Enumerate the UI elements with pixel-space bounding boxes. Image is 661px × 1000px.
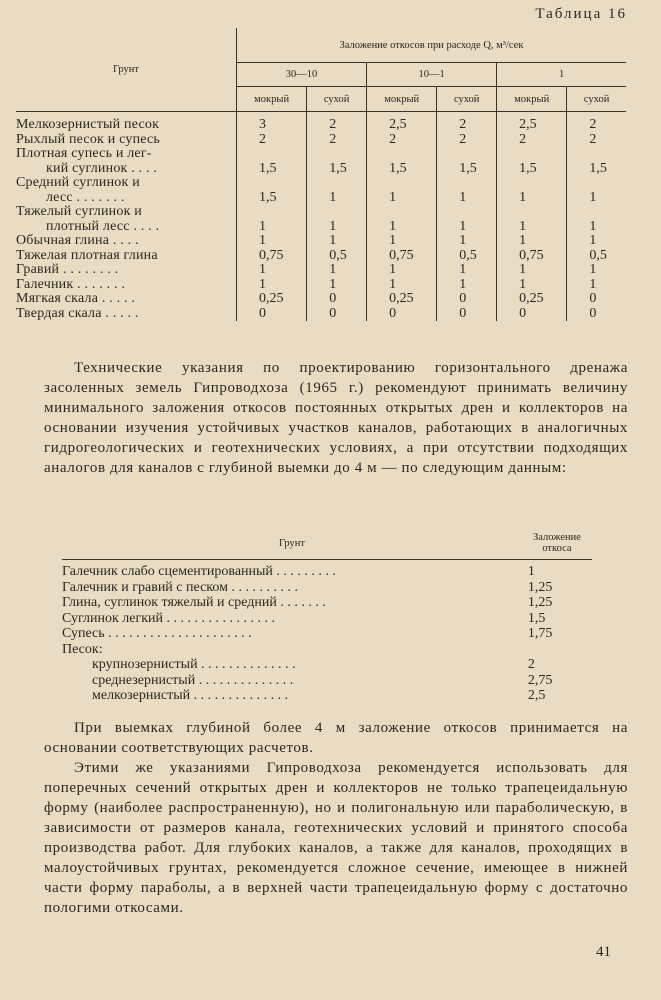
header-slope: Заложение откоса <box>522 527 592 560</box>
header-dry: сухой <box>307 87 367 112</box>
list-item <box>62 657 592 673</box>
table-row <box>16 263 626 278</box>
table-row <box>16 249 626 264</box>
slope-value: 1 <box>497 220 567 235</box>
table-row <box>16 176 626 191</box>
slope-value: 0,25 <box>367 292 437 307</box>
slope-value: 1 <box>367 263 437 278</box>
list-item <box>62 611 592 627</box>
slope-value <box>522 642 592 658</box>
slope-value <box>307 176 367 191</box>
header-soil: Грунт <box>62 527 522 560</box>
soil-name: кий суглинок . . . . <box>46 160 158 176</box>
slope-value <box>567 205 626 220</box>
soil-name: Твердая скала . . . . . <box>16 305 139 321</box>
list-item <box>62 560 592 580</box>
table-row <box>16 205 626 220</box>
header-wet: мокрый <box>237 87 307 112</box>
table-row <box>16 307 626 322</box>
header-wet: мокрый <box>367 87 437 112</box>
slope-value: 0 <box>307 307 367 322</box>
table-row <box>16 278 626 293</box>
soil-name: Галечник слабо сцементированный . . . . . . . . . <box>62 564 336 579</box>
slope-value: 1 <box>437 220 497 235</box>
slope-value: 0,25 <box>497 292 567 307</box>
slope-value: 1 <box>567 278 626 293</box>
slope-value: 0 <box>437 307 497 322</box>
paragraph-3: Этими же указаниями Гипроводхоза рекомендуется использовать для поперечных сечений открытых дрен и коллекторов не только трапецеидальную форму (наиболее распространенную), но и полигональную или параболическую, в зависимости от размеров канала, геотехнических условий и принятого способа производства работ. Для глубоких каналов, а также для каналов, проходящих в малоустойчивых грунтах, рекомендуется сложное сечение, имеющее в нижней части форму параболы, а в верхней части трапецеидальную форму с достаточно пологими откосами. <box>44 760 628 916</box>
slope-value: 1 <box>437 234 497 249</box>
slope-value: 1 <box>237 278 307 293</box>
slope-value: 2 <box>437 112 497 133</box>
slope-value: 2,5 <box>497 112 567 133</box>
slope-value: 2 <box>367 133 437 148</box>
table-row <box>16 234 626 249</box>
slope-value <box>437 147 497 162</box>
slope-value: 1 <box>497 234 567 249</box>
slope-value: 1,5 <box>567 162 626 177</box>
slope-value: 2,5 <box>527 688 546 703</box>
slope-value <box>497 205 567 220</box>
slope-value: 0 <box>437 292 497 307</box>
slope-value: 0 <box>567 292 626 307</box>
slope-value <box>437 176 497 191</box>
slope-value: 1 <box>437 263 497 278</box>
slope-value <box>437 205 497 220</box>
slope-value: 1 <box>567 191 626 206</box>
soil-name: Глина, суглинок тяжелый и средний . . . . . . . <box>62 595 326 610</box>
slope-value: 2 <box>307 133 367 148</box>
slope-value: 1 <box>497 278 567 293</box>
slope-value: 1 <box>367 234 437 249</box>
soil-slope-table <box>62 527 592 704</box>
slope-value <box>367 205 437 220</box>
slope-value: 0,5 <box>307 249 367 264</box>
slope-value: 1 <box>307 220 367 235</box>
slope-value: 2 <box>497 133 567 148</box>
slope-value: 1 <box>367 220 437 235</box>
header-flow-3: 1 <box>497 63 626 87</box>
soil-name: Галечник и гравий с песком . . . . . . . . . . <box>62 579 298 595</box>
table-row <box>16 112 626 133</box>
slope-value: 1 <box>567 234 626 249</box>
slope-value: 1 <box>437 278 497 293</box>
slope-value: 2 <box>567 112 626 133</box>
slope-value: 0,5 <box>437 249 497 264</box>
slope-value <box>237 176 307 191</box>
soil-name: лесс . . . . . . . <box>46 189 125 205</box>
slope-value: 2 <box>307 112 367 133</box>
soil-name: крупнозернистый . . . . . . . . . . . . . . <box>92 657 296 672</box>
slope-value: 1,5 <box>437 162 497 177</box>
list-item <box>62 688 592 704</box>
slope-value: 1 <box>307 263 367 278</box>
slope-value: 1 <box>367 278 437 293</box>
soil-name: Мелкозернистый песок <box>16 117 160 132</box>
slope-value: 1,5 <box>237 191 307 206</box>
soil-name: Тяжелый суглинок и <box>16 204 142 219</box>
slope-value: 1,25 <box>527 579 553 595</box>
slope-value: 0,75 <box>237 249 307 264</box>
soil-name: Гравий . . . . . . . . <box>16 262 119 277</box>
table-row <box>16 147 626 162</box>
header-soil: Грунт <box>16 28 237 112</box>
list-item <box>62 673 592 689</box>
slope-value <box>237 147 307 162</box>
table-row <box>16 162 626 177</box>
slope-value: 1 <box>497 263 567 278</box>
slope-value: 0 <box>497 307 567 322</box>
table-row <box>16 133 626 148</box>
slope-value: 1 <box>237 234 307 249</box>
slope-value: 1 <box>307 191 367 206</box>
soil-name: Обычная глина . . . . <box>16 233 139 248</box>
soil-name: Плотная супесь и лег- <box>16 146 152 161</box>
slope-value <box>567 176 626 191</box>
slope-value: 1,75 <box>527 626 553 641</box>
soil-name: Мягкая скала . . . . . <box>16 291 136 306</box>
table-row <box>16 220 626 235</box>
header-flow-1: 30—10 <box>237 63 367 87</box>
slope-value: 0,75 <box>367 249 437 264</box>
table-title: Таблица 16 <box>535 6 627 22</box>
slope-value <box>497 147 567 162</box>
slope-value: 2,75 <box>527 672 553 688</box>
header-flow-span: Заложение откосов при расходе Q, м³/сек <box>237 28 627 63</box>
page-number: 41 <box>596 944 611 960</box>
list-item <box>62 626 592 642</box>
slope-value: 1 <box>307 234 367 249</box>
slope-value <box>307 147 367 162</box>
list-item <box>62 642 592 658</box>
soil-name: мелкозернистый . . . . . . . . . . . . . . <box>92 688 289 703</box>
soil-name: Средний суглинок и <box>16 175 140 190</box>
slope-value: 2 <box>437 133 497 148</box>
slope-value: 1,5 <box>367 162 437 177</box>
slope-value: 1 <box>237 220 307 235</box>
slope-value: 1,5 <box>237 162 307 177</box>
slope-value: 0 <box>307 292 367 307</box>
slope-value: 1 <box>527 564 535 579</box>
soil-name: Суглинок легкий . . . . . . . . . . . . . . . . <box>62 610 276 626</box>
slope-value <box>567 147 626 162</box>
slope-value: 1 <box>567 220 626 235</box>
slope-value: 1,5 <box>307 162 367 177</box>
slope-value: 1 <box>567 263 626 278</box>
slope-value: 1,5 <box>497 162 567 177</box>
slope-value <box>307 205 367 220</box>
header-flow-2: 10—1 <box>367 63 497 87</box>
header-wet: мокрый <box>497 87 567 112</box>
paragraph-2: При выемках глубиной более 4 м заложение откосов принимается на основании соответствующих расчетов. <box>44 720 628 756</box>
slope-value: 0 <box>567 307 626 322</box>
slope-value: 0,75 <box>497 249 567 264</box>
slope-value <box>497 176 567 191</box>
slope-value <box>367 147 437 162</box>
slope-value <box>367 176 437 191</box>
slope-value: 0,25 <box>237 292 307 307</box>
table-row <box>16 191 626 206</box>
slope-value: 2,5 <box>367 112 437 133</box>
paragraph-1: Технические указания по проектированию горизонтального дренажа засоленных земель Гипроводхоза (1965 г.) рекомендуют принимать величину минимального заложения откосов постоянных открытых дрен и коллекторов на основании изучения устойчивых участков каналов, работающих в аналогичных гидрогеологических и геотехнических условиях, а при отсутствии подходящих аналогов для каналов с глубиной выемки до 4 м — по следующим данным: <box>44 360 628 476</box>
slope-value: 1 <box>307 278 367 293</box>
slope-value: 2 <box>527 657 535 672</box>
slope-value: 2 <box>237 133 307 148</box>
soil-name: плотный лесс . . . . <box>46 218 160 234</box>
soil-name: Супесь . . . . . . . . . . . . . . . . . . . . . <box>62 626 252 641</box>
slope-value: 0 <box>237 307 307 322</box>
slope-value: 0,5 <box>567 249 626 264</box>
slope-value <box>237 205 307 220</box>
slope-value: 1 <box>497 191 567 206</box>
list-item <box>62 595 592 611</box>
slope-value: 0 <box>367 307 437 322</box>
slope-value: 1 <box>437 191 497 206</box>
soil-name: Песок: <box>62 641 103 657</box>
slope-value: 1,5 <box>527 610 546 626</box>
slope-value: 1 <box>367 191 437 206</box>
soil-name: Тяжелая плотная глина <box>16 247 158 263</box>
header-dry: сухой <box>437 87 497 112</box>
header-dry: сухой <box>567 87 626 112</box>
slope-value: 1,25 <box>527 595 553 610</box>
slope-value: 1 <box>237 263 307 278</box>
slope-table <box>16 28 626 321</box>
slope-value: 3 <box>237 112 307 133</box>
soil-name: Галечник . . . . . . . <box>16 276 126 292</box>
slope-value: 2 <box>567 133 626 148</box>
list-item <box>62 580 592 596</box>
soil-name: среднезернистый . . . . . . . . . . . . . . <box>92 672 294 688</box>
table-row <box>16 292 626 307</box>
soil-name: Рыхлый песок и супесь <box>16 131 161 147</box>
